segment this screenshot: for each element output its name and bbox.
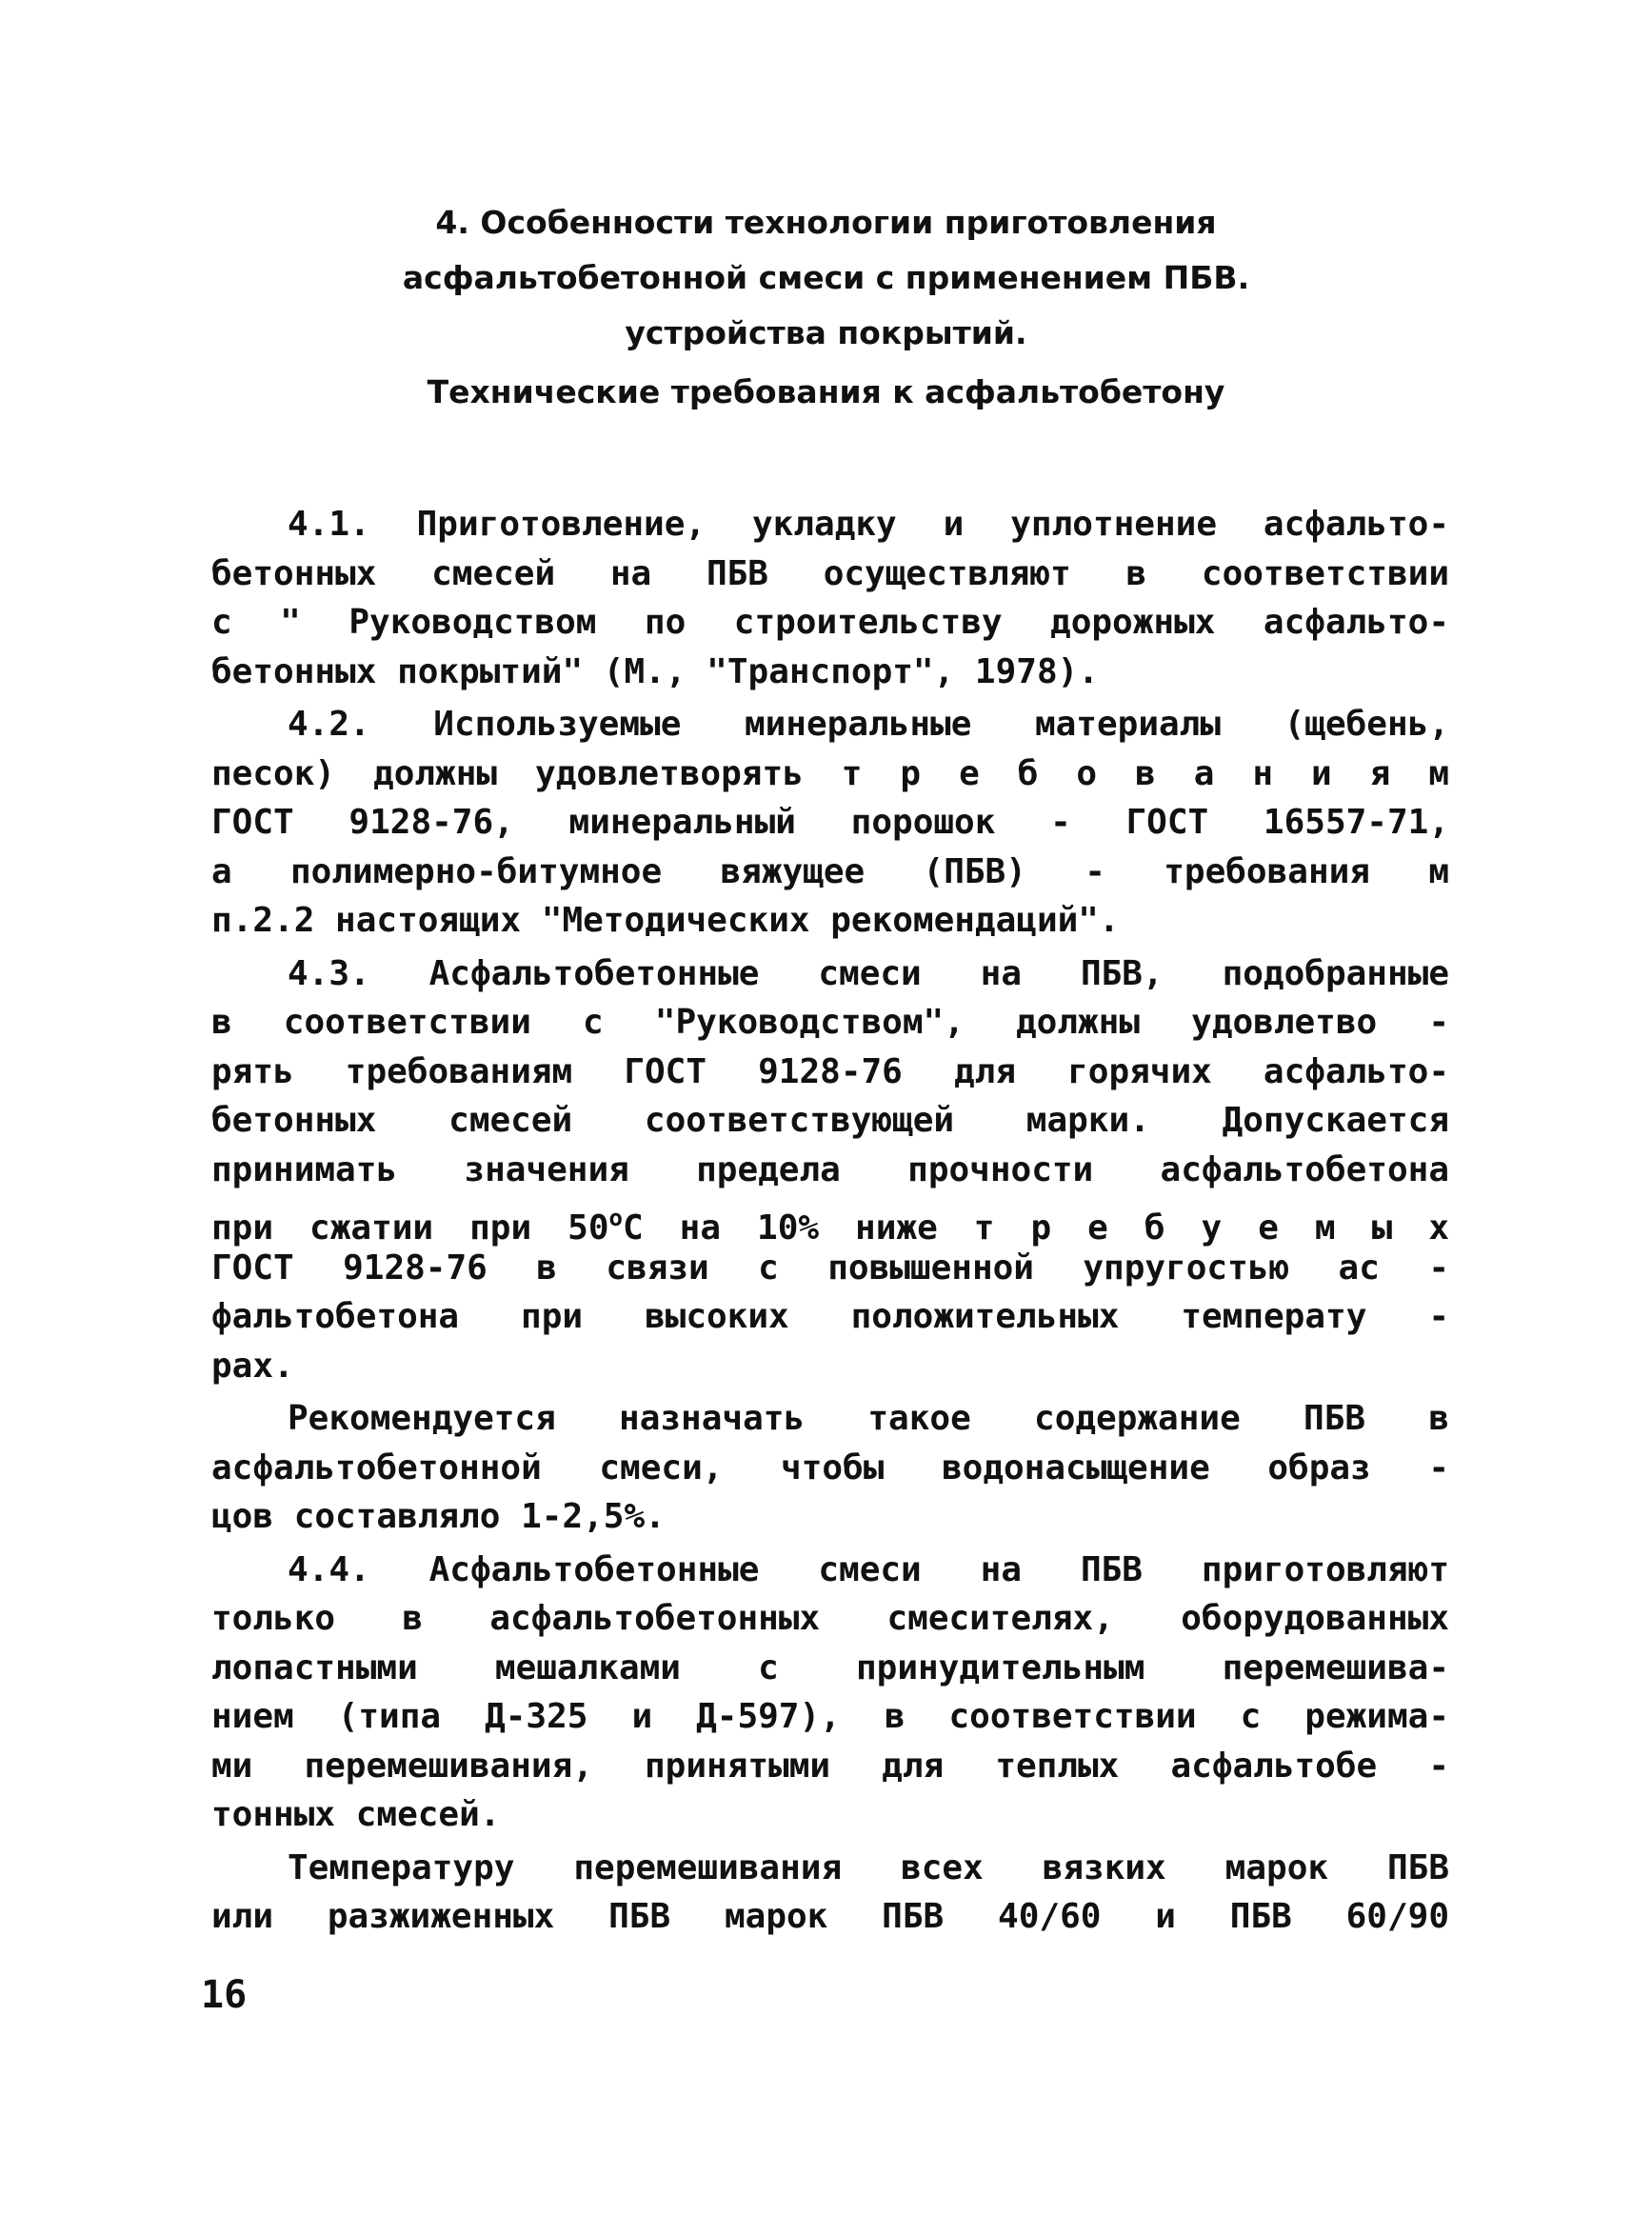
- text-line: ми перемешивания, принятыми для теплых асфальтобе -: [211, 1746, 1449, 1786]
- text-line: фальтобетона при высоких положительных температу -: [211, 1297, 1449, 1336]
- heading-line-1: 4. Особенности технологии приготовления: [435, 204, 1217, 241]
- text-line: лопастными мешалками с принудительным перемешива-: [211, 1647, 1449, 1687]
- paragraph-4-1: [211, 500, 1449, 696]
- paragraph-4-2: [211, 700, 1449, 946]
- text-line: нием (типа Д-325 и Д-597), в соответствии с режима-: [211, 1697, 1449, 1736]
- text-line: или разжиженных ПБВ марок ПБВ 40/60 и ПБВ 60/90: [211, 1897, 1449, 1936]
- text-fragment: при сжатии при 50: [211, 1208, 609, 1248]
- paragraph-4-4: [211, 1546, 1449, 1840]
- text-line: цов составляло 1-2,5%.: [211, 1497, 666, 1536]
- text-line: песок) должны удовлетворять т р е б о в а н и я м: [211, 753, 1449, 793]
- paragraph-recommendation: [211, 1394, 1449, 1542]
- text-line: только в асфальтобетонных смесителях, оборудованных: [211, 1599, 1449, 1638]
- page-number: 16: [201, 1973, 248, 2017]
- text-line: рять требованиям ГОСТ 9128-76 для горячих асфальто-: [211, 1051, 1449, 1091]
- heading-line-3: устройства покрытий.: [625, 314, 1027, 351]
- text-line: бетонных покрытий" (М., "Транспорт", 1978).: [211, 651, 1099, 691]
- heading-line-4: Технические требования к асфальтобетону: [427, 373, 1225, 410]
- text-fragment: С на 10% ниже т р е б у е м ы х: [622, 1208, 1449, 1248]
- text-line: ГОСТ 9128-76, минеральный порошок - ГОСТ 16557-71,: [211, 803, 1449, 842]
- text-line: 4.4. Асфальтобетонные смеси на ПБВ приготовляют: [288, 1549, 1449, 1589]
- text-line: Рекомендуется назначать такое содержание ПБВ в: [288, 1399, 1449, 1438]
- text-line: принимать значения предела прочности асфальтобетона: [211, 1149, 1449, 1189]
- text-line: а полимерно-битумное вяжущее (ПБВ) - требования м: [211, 851, 1449, 891]
- body-text: [211, 500, 1449, 1942]
- paragraph-4-3: [211, 949, 1449, 1391]
- text-line: п.2.2 настоящих "Методических рекомендаций".: [211, 901, 1120, 940]
- text-line: 4.2. Используемые минеральные материалы (щебень,: [288, 705, 1449, 744]
- text-line: тонных смесей.: [211, 1795, 501, 1834]
- text-line: в соответствии с "Руководством", должны удовлетво -: [211, 1003, 1449, 1042]
- text-line: бетонных смесей соответствующей марки. Допускается: [211, 1101, 1449, 1140]
- text-line: бетонных смесей на ПБВ осуществляют в соответствии: [211, 553, 1449, 593]
- text-line-with-superscript: [211, 1194, 1449, 1248]
- text-line: ГОСТ 9128-76 в связи с повышенной упругостью ас -: [211, 1248, 1449, 1288]
- text-line: 4.3. Асфальтобетонные смеси на ПБВ, подобранные: [288, 953, 1449, 993]
- text-line: рах.: [211, 1346, 294, 1386]
- heading-line-2: асфальтобетонной смеси с применением ПБВ.: [402, 259, 1250, 296]
- paragraph-temperature: [211, 1844, 1449, 1942]
- degree-superscript: о: [608, 1205, 623, 1231]
- text-line: 4.1. Приготовление, укладку и уплотнение асфальто-: [288, 505, 1449, 544]
- text-line: асфальтобетонной смеси, чтобы водонасыщение образ -: [211, 1447, 1449, 1487]
- text-line: с " Руководством по строительству дорожных асфальто-: [211, 603, 1449, 642]
- text-line: Температуру перемешивания всех вязких марок ПБВ: [288, 1847, 1449, 1887]
